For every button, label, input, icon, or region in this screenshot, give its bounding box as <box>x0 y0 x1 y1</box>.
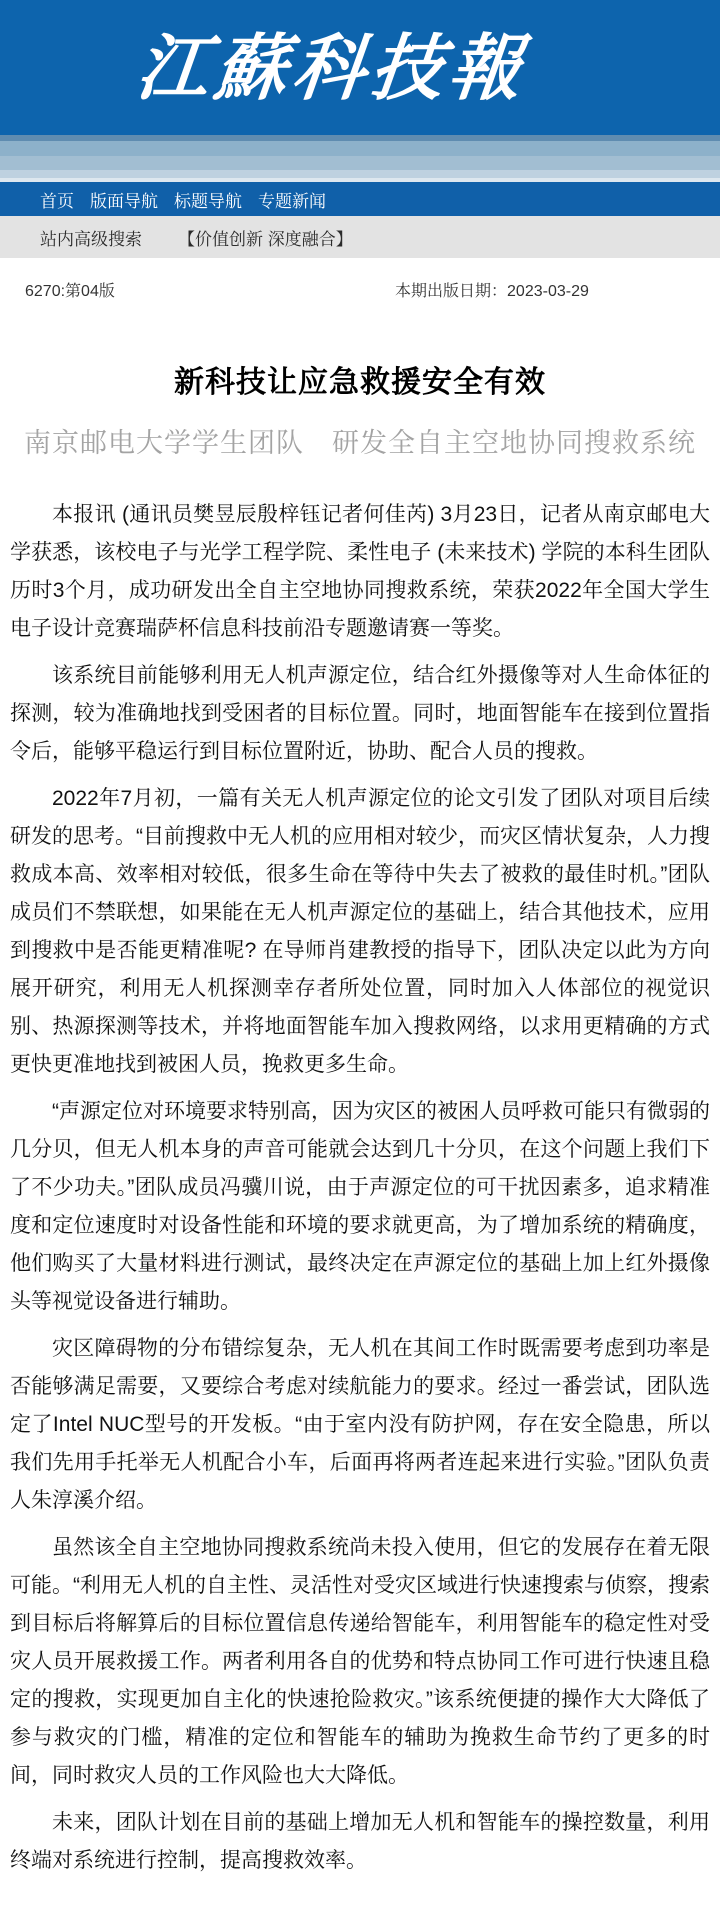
issue-date-label: 本期出版日期： <box>395 283 508 300</box>
article-paragraph: “声源定位对环境要求特别高，因为灾区的被困人员呼救可能只有微弱的几分贝，但无人机本身的声音可能就会达到几十分贝，在这个问题上我们下了不少功夫。”团队成员冯骥川说，由于声源定位的可干扰因素多，追求精准度和定位速度时对设备性能和环境的要求就更高，为了增加系统的精确度，他们购买了大量材料进行测试，最终决定在声源定位的基础上加上红外摄像头等视觉设备进行辅助。 <box>10 1100 710 1313</box>
article-paragraph: 2022年7月初，一篇有关无人机声源定位的论文引发了团队对项目后续研发的思考。“目前搜救中无人机的应用相对较少，而灾区情状复杂，人力搜救成本高、效率相对较低，很多生命在等待中失去了被救的最佳时机。”团队成员们不禁联想，如果能在无人机声源定位的基础上，结合其他技术，应用到搜救中是否能更精准呢? 在导师肖建教授的指导下，团队决定以此为方向展开研究，利用无人机探测幸存者所处位置，同时加入人体部位的视觉识别、热源探测等技术，并将地面智能车加入搜救网络，以求用更精确的方式更快更准地找到被困人员，挽救更多生命。 <box>10 787 710 1076</box>
newspaper-logo: 江蘇科技報 <box>132 24 532 110</box>
decor-band-4 <box>0 170 720 178</box>
issue-date-value: 2023-03-29 <box>507 283 589 300</box>
nav-item-home[interactable]: 首页 <box>40 191 74 211</box>
nav-item-special-news[interactable]: 专题新闻 <box>258 191 326 211</box>
slogan-link[interactable]: 【价值创新 深度融合】 <box>178 229 353 249</box>
masthead-banner <box>0 0 720 135</box>
decor-band-3 <box>0 156 720 170</box>
sub-nav <box>0 216 720 258</box>
article-paragraph: 灾区障碍物的分布错综复杂，无人机在其间工作时既需要考虑到功率是否能够满足需要，又要综合考虑对续航能力的要求。经过一番尝试，团队选定了Intel NUC型号的开发板。“由于室内没有防护网，存在安全隐患，所以我们先用手托举无人机配合小车，后面再将两者连起来进行实验。”团队负责人朱淳溪介绍。 <box>10 1337 710 1512</box>
issue-number: 6270:第04版 <box>25 283 115 300</box>
article-paragraph: 未来，团队计划在目前的基础上增加无人机和智能车的操控数量，利用终端对系统进行控制，提高搜救效率。 <box>10 1811 710 1872</box>
article <box>0 357 720 1913</box>
advanced-search-link[interactable]: 站内高级搜索 <box>40 229 142 249</box>
issue-date-wrap <box>395 278 720 301</box>
article-paragraph: 该系统目前能够利用无人机声源定位，结合红外摄像等对人生命体征的探测，较为准确地找到受困者的目标位置。同时，地面智能车在接到位置指令后，能够平稳运行到目标位置附近，协助、配合人员的搜救。 <box>10 664 710 763</box>
article-subtitle: 南京邮电大学学生团队 研发全自主空地协同搜救系统 <box>24 428 696 458</box>
article-paragraph: 本报讯 (通讯员樊昱辰殷梓钰记者何佳芮) 3月23日，记者从南京邮电大学获悉，该校电子与光学工程学院、柔性电子 (未来技术) 学院的本科生团队历时3个月，成功研发出全自主空地协同搜救系统，荣获2022年全国大学生电子设计竞赛瑞萨杯信息科技前沿专题邀请赛一等奖。 <box>10 503 710 640</box>
issue-bar <box>0 258 720 315</box>
article-body <box>10 496 710 1880</box>
decor-band-2 <box>0 141 720 156</box>
main-nav <box>0 182 720 216</box>
article-title: 新科技让应急救援安全有效 <box>174 366 546 399</box>
nav-item-section-nav[interactable]: 版面导航 <box>90 191 158 211</box>
article-paragraph: 虽然该全自主空地协同搜救系统尚未投入使用，但它的发展存在着无限可能。“利用无人机的自主性、灵活性对受灾区域进行快速搜索与侦察，搜索到目标后将解算后的目标位置信息传递给智能车，利用智能车的稳定性对受灾人员开展救援工作。两者利用各自的优势和特点协同工作可进行快速且稳定的搜救，实现更加自主化的快速抢险救灾。”该系统便捷的操作大大降低了参与救灾的门槛，精准的定位和智能车的辅助为挽救生命节约了更多的时间，同时救灾人员的工作风险也大大降低。 <box>10 1536 710 1787</box>
nav-item-title-nav[interactable]: 标题导航 <box>174 191 242 211</box>
